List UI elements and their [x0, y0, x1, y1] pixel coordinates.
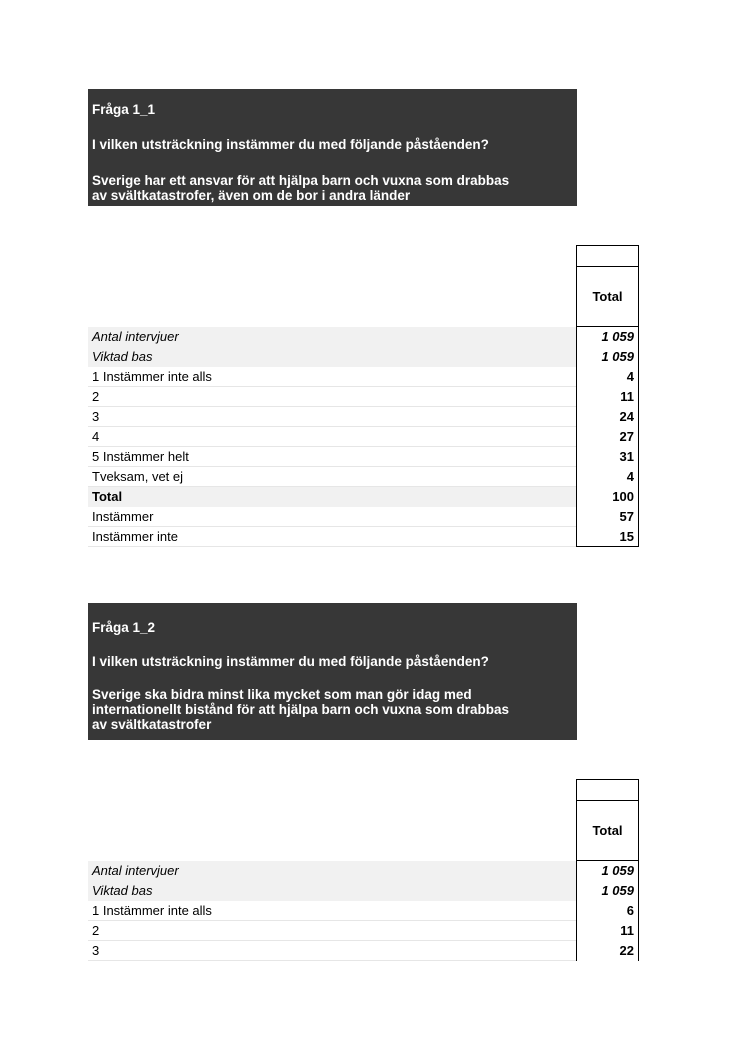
- row-label: Viktad bas: [92, 349, 153, 364]
- row-value: 11: [576, 921, 639, 941]
- question-1-id: Fråga 1_1: [92, 102, 156, 117]
- row-label: 4: [92, 429, 100, 444]
- question-2-statement-line2: internationellt bistånd för att hjälpa barn och vuxna som drabbas: [92, 702, 510, 717]
- column-header-box: [576, 245, 639, 327]
- row-label: 5 Instämmer helt: [92, 449, 189, 464]
- row-value: 4: [576, 467, 639, 487]
- question-1-header: [88, 89, 577, 206]
- row-value: 15: [576, 527, 639, 547]
- row-label: 1 Instämmer inte alls: [92, 369, 212, 384]
- row-value: 31: [576, 447, 639, 467]
- question-2-id: Fråga 1_2: [92, 620, 156, 635]
- column-header-total: Total: [592, 289, 623, 304]
- question-1-statement-line2: av svältkatastrofer, även om de bor i andra länder: [92, 188, 411, 203]
- row-label: Tveksam, vet ej: [92, 469, 184, 484]
- row-label: Instämmer inte: [92, 529, 178, 544]
- row-value: 6: [576, 901, 639, 921]
- row-label: 2: [92, 389, 100, 404]
- row-value: 27: [576, 427, 639, 447]
- row-value: 11: [576, 387, 639, 407]
- table-row: [88, 901, 639, 921]
- row-label: 3: [92, 943, 100, 958]
- table-row: [88, 881, 639, 901]
- table-row: [88, 921, 639, 941]
- row-label: Total: [92, 489, 123, 504]
- row-value: 57: [576, 507, 639, 527]
- table-row: [88, 941, 639, 961]
- table-row: [88, 487, 639, 507]
- row-label: Antal intervjuer: [92, 863, 179, 878]
- table-row: [88, 347, 639, 367]
- row-value: 22: [576, 941, 639, 961]
- question-1-text: I vilken utsträckning instämmer du med följande påståenden?: [92, 137, 489, 152]
- column-header-total: Total: [592, 823, 623, 838]
- table-row: [88, 367, 639, 387]
- table-row: [88, 507, 639, 527]
- column-header-box: [576, 779, 639, 861]
- row-label: 3: [92, 409, 100, 424]
- row-label: Viktad bas: [92, 883, 153, 898]
- row-label: Instämmer: [92, 509, 154, 524]
- table-row: [88, 467, 639, 487]
- question-1-statement-line1: Sverige har ett ansvar för att hjälpa barn och vuxna som drabbas: [92, 173, 510, 188]
- row-label: 2: [92, 923, 100, 938]
- table-row: [88, 447, 639, 467]
- table-row: [88, 387, 639, 407]
- row-value: 100: [576, 487, 639, 507]
- row-value: 1 059: [576, 327, 639, 347]
- row-value: 24: [576, 407, 639, 427]
- table-row: [88, 407, 639, 427]
- table-row: [88, 327, 639, 347]
- row-value: 1 059: [576, 881, 639, 901]
- row-value: 4: [576, 367, 639, 387]
- row-label: Antal intervjuer: [92, 329, 179, 344]
- question-2-text: I vilken utsträckning instämmer du med följande påståenden?: [92, 654, 489, 669]
- row-label: 1 Instämmer inte alls: [92, 903, 212, 918]
- table-row: [88, 527, 639, 547]
- row-value: 1 059: [576, 347, 639, 367]
- table-row: [88, 427, 639, 447]
- row-value: 1 059: [576, 861, 639, 881]
- question-2-statement-line3: av svältkatastrofer: [92, 717, 212, 732]
- question-2-statement-line1: Sverige ska bidra minst lika mycket som man gör idag med: [92, 687, 472, 702]
- question-2-header: [88, 603, 577, 740]
- table-row: [88, 861, 639, 881]
